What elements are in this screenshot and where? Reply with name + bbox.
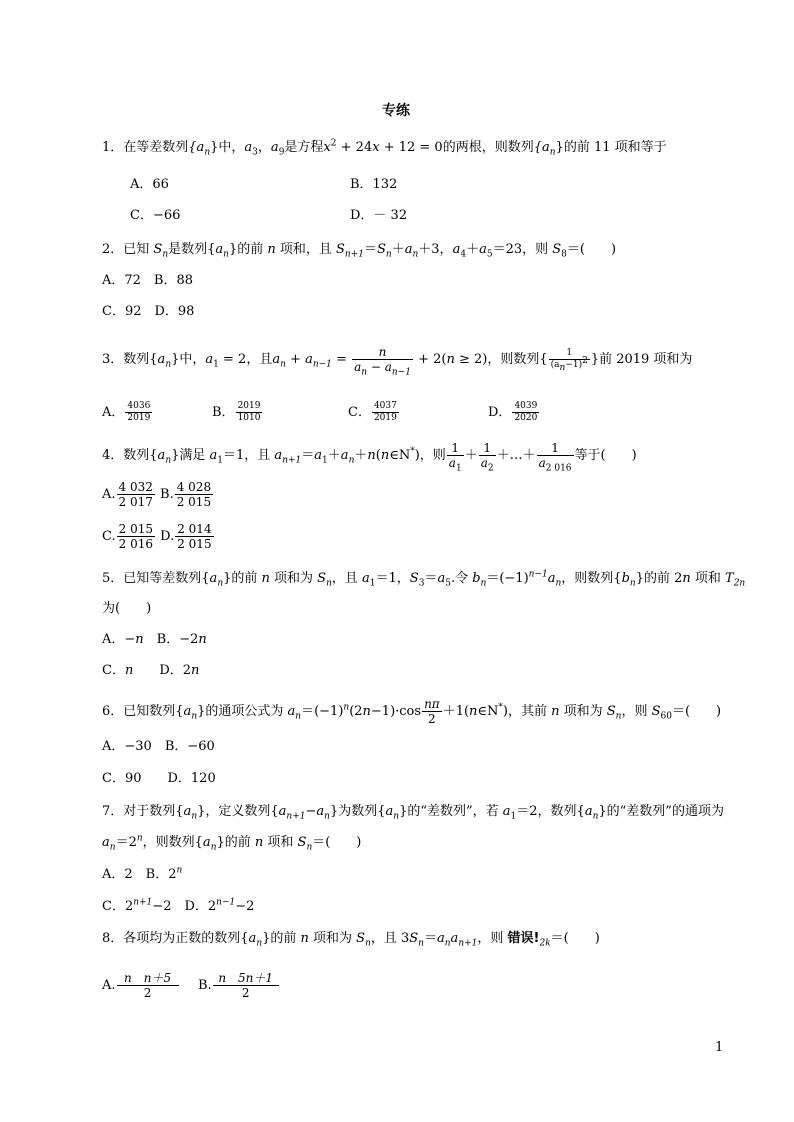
q8-option-b: B. $\frac{n 5n+1}{2}$ <box>198 972 280 999</box>
q7-options-cd: C．$2^{n+1}-2$ D．$2^{n-1}-2$ <box>102 897 255 914</box>
q5-options-ab: A．−n B．−2n <box>102 632 207 647</box>
question-6: 6．已知数列$\{a_n\}$的通项公式为 $a_n=(-1)^n(2n-1)\cdot\cos$ $\frac{n\pi}{2}$ ＋1(n∈N*)，其前 n 项和为 $S_n$，则 $S_{60}=$( ) <box>102 697 722 726</box>
question-7-line-2: $a_n=2^n$，则数列$\{a_n\}$的前 n 项和 $S_n=$( ) <box>102 833 362 853</box>
question-4: 4．数列$\{a_n\}$满足 $a_1=1$，且 $a_{n+1}=a_1+a_n+n(n\in N^*)$，则 $\frac{1}{a_1}$ ＋ $\frac{1}{a_2}$ ＋…＋ $\frac{1}{a_{2 016}}$ 等于( ) <box>102 441 637 474</box>
page-title: 专练 <box>382 103 410 119</box>
question-5: 5．已知等差数列$\{a_n\}$的前 n 项和为 $S_n$，且 $a_1=1$，$S_3=a_5$.令 $b_n=(-1)^{n-1}a_n$，则数列$\{b_n\}$的前 2n 项和 $T_{2n}$ <box>102 569 746 589</box>
page-number: 1 <box>715 1040 724 1055</box>
q1-option-c: C．−66 <box>130 208 181 223</box>
q1-option-a: A．66 <box>130 177 169 192</box>
question-2: 2．已知 $S_n$是数列$\{a_n\}$的前 n 项和，且 $S_{n+1}=S_n+a_n+3$，$a_4+a_5=23$，则 $S_8=$( ) <box>102 242 617 260</box>
question-3: 3．数列$\{a_n\}$中，$a_1 = 2$，且$a_n + a_{n-1}$ = $\frac{n}{a_n - a_{n-1}}$ + 2(n ≥ 2)，则数列{ $\frac{1}{(a_n-1)^2}$ }前 2019 项和为 <box>102 345 693 378</box>
q3-option-b: B． $\frac{2019}{1010}$ <box>212 401 261 423</box>
q7-options-ab: A．2 B．2$^n$ <box>102 865 183 882</box>
question-5-line-2: 为( ) <box>102 601 152 616</box>
q3-fraction: $\frac{n}{a_n - a_{n-1}}$ <box>354 345 411 378</box>
q8-option-a: A. $\frac{\text{n n＋5}}{2}$ <box>102 972 180 999</box>
q5-options-cd: C．n D．2n <box>102 663 200 678</box>
q6-options-ab: A．−30 B．−60 <box>102 739 215 754</box>
q3-option-c: C． $\frac{4037}{2019}$ <box>348 401 397 423</box>
q3-option-d: D． $\frac{4039}{2020}$ <box>488 401 538 423</box>
q2-options-ab: A．72 B．88 <box>102 273 194 288</box>
question-8: 8．各项均为正数的数列$\{a_n\}$的前 n 项和为 $S_n$，且 $3S_n=a_na_{n+1}$，则 错误$!_{2k}=$( ) <box>102 931 600 949</box>
q3-option-a: A． $\frac{4036}{2019}$ <box>102 401 151 423</box>
q4-options-cd: C. $\frac{2 015}{2 016}$ D. $\frac{2 014}{2 015}$ <box>102 522 212 551</box>
q1-option-d: D．－ 32 <box>350 208 408 223</box>
q6-options-cd: C．90 D．120 <box>102 771 216 786</box>
question-1: 1．在等差数列$\{a_n\}$中，$a_3$，$a_9$是方程$x^2 + 24x + 12 = 0$的两根，则数列$\{a_n\}$的前 11 项和等于 <box>102 138 667 158</box>
q1-option-b: B．132 <box>350 177 398 192</box>
q4-options-ab: A. $\frac{4 032}{2 017}$ B. $\frac{4 028}{2 015}$ <box>102 480 212 509</box>
q2-options-cd: C．92 D．98 <box>102 304 195 319</box>
question-7: 7．对于数列$\{a_n\}$，定义数列$\{a_{n+1}-a_n\}$为数列$\{a_n\}$的“差数列”，若 $a_1=2$，数列$\{a_n\}$的“差数列”的通项为 <box>102 804 724 822</box>
q3-small-fraction: $\frac{1}{(a_n-1)^2}$ <box>550 348 588 373</box>
